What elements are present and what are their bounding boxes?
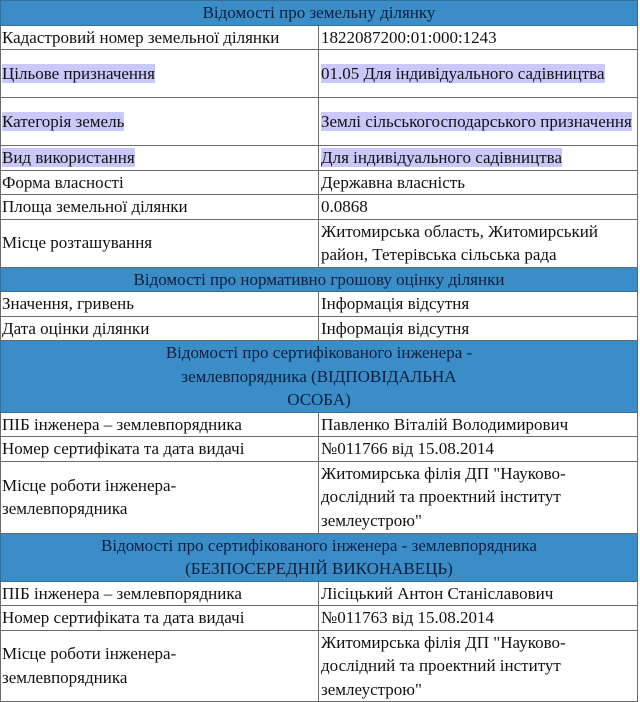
section-header-land — [1, 1, 638, 26]
row-label: ПІБ інженера – землевпорядника — [1, 412, 319, 437]
row-value[interactable]: 0.0868 — [319, 195, 638, 220]
table-row-valuation-date — [1, 316, 638, 341]
row-label: Дата оцінки ділянки — [1, 316, 319, 341]
row-label: Вид використання — [2, 148, 135, 167]
table-row-value-uah — [1, 292, 638, 317]
row-label: Номер сертифіката та дата видачі — [1, 437, 319, 462]
row-label-cell — [1, 98, 319, 146]
row-value-cell — [319, 98, 638, 146]
row-label-cell — [1, 50, 319, 98]
table-row-workplace — [1, 630, 638, 702]
row-value[interactable]: Для індивідуального садівництва — [321, 148, 562, 167]
row-label-cell — [1, 146, 319, 171]
section-header-engineer-executor — [1, 533, 638, 581]
row-label: Значення, гривень — [1, 292, 319, 317]
section-header-valuation — [1, 267, 638, 292]
row-value[interactable]: 01.05 Для індивідуального садівництва — [321, 63, 605, 83]
section-title: Відомості про нормативно грошову оцінку ділянки — [1, 267, 638, 292]
row-label: Місце роботи інженера-землевпорядника — [1, 461, 319, 533]
row-value[interactable]: Житомирська область, Житомирський район, Тетерівська сільська рада — [319, 219, 638, 267]
table-row-ownership — [1, 170, 638, 195]
row-label: Цільове призначення — [2, 63, 155, 83]
row-label: Кадастровий номер земельної ділянки — [1, 25, 319, 50]
row-label: Номер сертифіката та дата видачі — [1, 606, 319, 631]
table-row-area — [1, 195, 638, 220]
row-value[interactable]: 1822087200:01:000:1243 — [319, 25, 638, 50]
table-row-certificate — [1, 606, 638, 631]
row-value[interactable]: Державна власність — [319, 170, 638, 195]
table-row-certificate — [1, 437, 638, 462]
row-value-cell — [319, 50, 638, 98]
row-value[interactable]: Павленко Віталій Володимирович — [319, 412, 638, 437]
section-title: Відомості про земельну ділянку — [1, 1, 638, 26]
table-row-engineer-name — [1, 581, 638, 606]
row-label: Категорія земель — [2, 111, 125, 131]
section-title: Відомості про сертифікованого інженера - землевпорядника (ВІДПОВІДАЛЬНА ОСОБА) — [1, 341, 638, 413]
row-value[interactable]: Житомирська філія ДП "Науково-дослідний та проектний інститут землеустрою" — [319, 630, 638, 702]
row-value[interactable]: №011763 від 15.08.2014 — [319, 606, 638, 631]
table-row-cadastral-number — [1, 25, 638, 50]
row-value[interactable]: Житомирська філія ДП "Науково-дослідний та проектний інститут землеустрою" — [319, 461, 638, 533]
row-label: Місце роботи інженера-землевпорядника — [1, 630, 319, 702]
table-row-land-category — [1, 98, 638, 146]
section-title: Відомості про сертифікованого інженера - землевпорядника (БЕЗПОСЕРЕДНІЙ ВИКОНАВЕЦЬ) — [1, 533, 638, 581]
table-row-purpose — [1, 50, 638, 98]
row-label: Площа земельної ділянки — [1, 195, 319, 220]
table-row-engineer-name — [1, 412, 638, 437]
row-label: ПІБ інженера – землевпорядника — [1, 581, 319, 606]
row-value-cell — [319, 146, 638, 171]
row-label: Форма власності — [1, 170, 319, 195]
table-row-usage-type — [1, 146, 638, 171]
table-row-workplace — [1, 461, 638, 533]
table-row-location — [1, 219, 638, 267]
row-value[interactable]: Інформація відсутня — [319, 292, 638, 317]
row-value[interactable]: Лісіцький Антон Станіславович — [319, 581, 638, 606]
section-header-engineer-responsible — [1, 341, 638, 413]
row-value[interactable]: Інформація відсутня — [319, 316, 638, 341]
row-value[interactable]: Землі сільськогосподарського призначення — [321, 111, 632, 131]
row-value[interactable]: №011766 від 15.08.2014 — [319, 437, 638, 462]
row-label: Місце розташування — [1, 219, 319, 267]
